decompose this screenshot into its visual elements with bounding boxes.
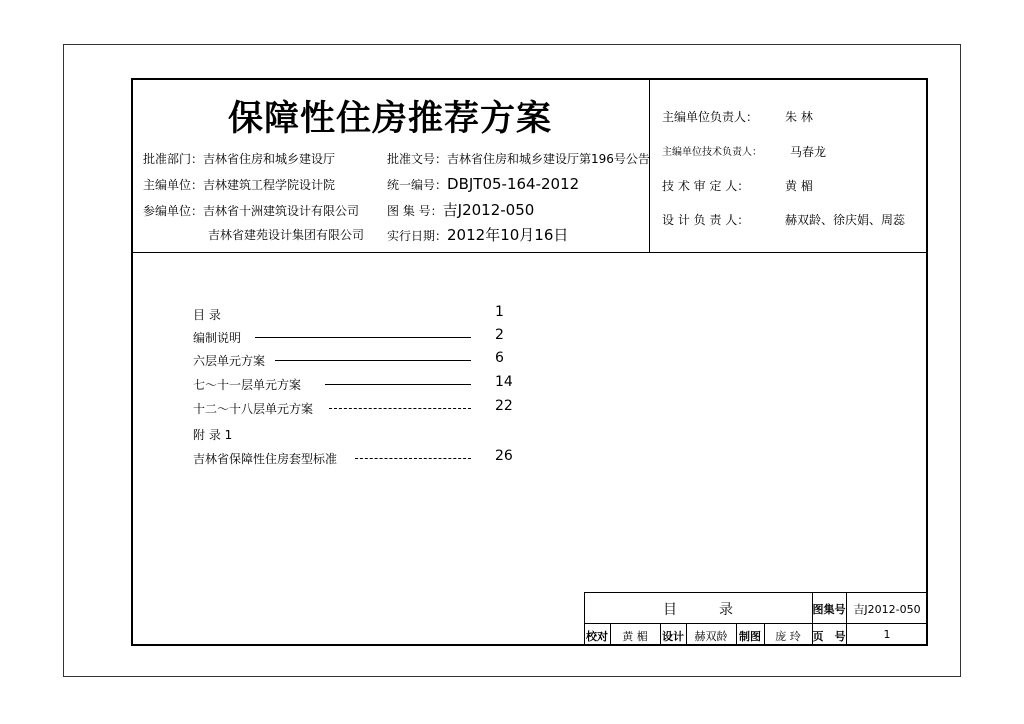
effective-date-row [387,224,568,245]
co-editor-row [143,202,359,219]
atlas-number-row [387,199,534,220]
toc-item-page: 6 [495,350,504,366]
design-lead-row [662,211,749,228]
toc-item-label: 六层单元方案 [193,354,266,368]
design-label: 设计 [662,630,684,643]
page-title: 保障性住房推荐方案 [227,99,552,139]
toc-item-label: 附 录 1 [193,428,233,442]
toc-item-label: 十二～十八层单元方案 [193,402,314,416]
co-editor-value-2: 吉林省建苑设计集团有限公司 [208,228,365,242]
draw-name: 庞 玲 [775,630,801,643]
toc-item-label: 目 录 [193,308,221,322]
check-label: 校对 [586,630,608,643]
approval-doc-label: 批准文号： [387,152,448,166]
chief-unit-head-row [662,108,758,125]
effective-date-label: 实行日期： [387,229,448,243]
approval-doc-row [387,150,650,167]
approval-dept-label: 批准部门： [143,152,204,166]
tech-reviewer-label: 技 术 审 定 人： [662,179,750,193]
draw-label: 制图 [739,630,761,643]
toc-item-label: 七～十一层单元方案 [193,378,302,392]
toc-leader [355,458,471,459]
toc-item-page: 22 [495,398,513,414]
toc-item-page: 2 [495,327,504,343]
title-block [584,592,928,646]
atlas-number-value: 吉J2012-050 [442,201,535,219]
chief-editor-row [143,176,335,193]
co-editor-label: 参编单位： [143,204,204,218]
co-editor-value: 吉林省十洲建筑设计有限公司 [203,204,360,218]
toc-item-page: 14 [495,374,513,390]
chief-unit-head-label: 主编单位负责人： [662,110,759,124]
title-block-top-border [584,592,928,593]
unified-number-value: DBJT05-164-2012 [447,175,580,193]
design-name: 赫双龄 [694,630,728,643]
approval-dept-value: 吉林省住房和城乡建设厅 [203,152,336,166]
co-editor-row-2 [208,226,364,243]
chief-editor-value: 吉林建筑工程学院设计院 [203,178,336,192]
atlas-label: 图集号 [812,603,846,616]
sheet-title: 目 录 [663,602,733,618]
toc-item-label: 编制说明 [193,331,242,345]
toc-leader [329,408,471,409]
chief-unit-tech-name: 马春龙 [790,145,827,159]
chief-unit-head-name: 朱 林 [785,110,813,124]
toc-item-page: 26 [495,448,513,464]
toc-leader [275,360,471,361]
design-lead-names: 赫双龄、徐庆娟、周蕊 [785,213,906,227]
atlas-number-label: 图 集 号： [387,204,443,218]
toc-item-page: 1 [495,304,504,320]
unified-number-row [387,174,579,193]
check-name: 黄 楣 [622,630,648,643]
page-label: 页 号 [812,630,846,643]
chief-unit-tech-row [662,143,762,158]
toc-leader [325,384,471,385]
design-lead-label: 设 计 负 责 人： [662,213,750,227]
chief-unit-tech-label: 主编单位技术负责人： [662,147,762,158]
approval-doc-value: 吉林省住房和城乡建设厅第196号公告 [447,152,650,166]
title-block-mid-border [584,623,928,624]
tech-reviewer-row [662,177,749,194]
toc-leader [255,337,471,338]
header-divider [131,252,928,253]
chief-editor-label: 主编单位： [143,178,204,192]
approval-dept-row [143,150,335,167]
tech-reviewer-name: 黄 楣 [785,179,813,193]
toc-item-label: 吉林省保障性住房套型标准 [193,452,338,466]
unified-number-label: 统一编号： [387,178,448,192]
atlas-value: 吉J2012-050 [853,603,921,616]
effective-date-value: 2012年10月16日 [447,226,569,244]
page-value: 1 [883,628,891,641]
